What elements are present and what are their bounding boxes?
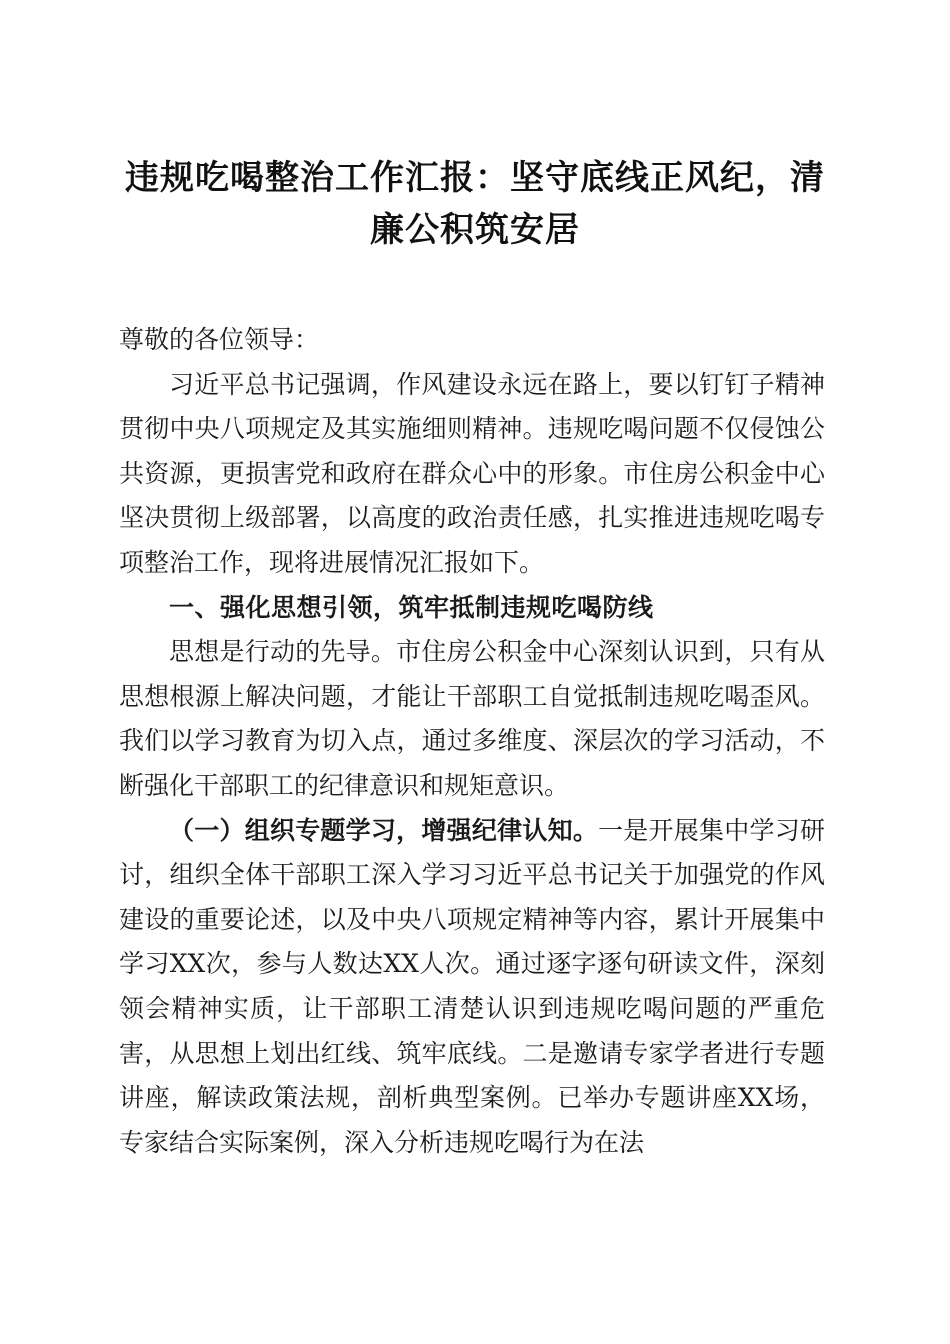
section-1-paragraph: 思想是行动的先导。市住房公积金中心深刻认识到，只有从思想根源上解决问题，才能让干部职工自觉抵制违规吃喝歪风。我们以学习教育为切入点，通过多维度、深层次的学习活动，不断强化干部职工的纪律意识和规矩意识。 (119, 637, 825, 800)
document-body (119, 318, 825, 1165)
subsection-1-body: 一是开展集中学习研讨，组织全体干部职工深入学习习近平总书记关于加强党的作风建设的重要论述，以及中央八项规定精神等内容，累计开展集中学习XX次，参与人数达XX人次。通过逐字逐句研读文件，深刻领会精神实质，让干部职工清楚认识到违规吃喝问题的严重危害，从思想上划出红线、筑牢底线。二是邀请专家学者进行专题讲座，解读政策法规，剖析典型案例。已举办专题讲座XX场，专家结合实际案例，深入分析违规吃喝行为在法 (119, 815, 825, 1157)
subsection-1-paragraph (119, 809, 825, 1166)
document-title (110, 152, 840, 256)
title-line-1: 违规吃喝整治工作汇报：坚守底线正风纪，清 (125, 158, 825, 198)
salutation: 尊敬的各位领导： (119, 325, 320, 354)
section-1-heading: 一、强化思想引领，筑牢抵制违规吃喝防线 (169, 592, 654, 622)
subsection-1-lead: （一）组织专题学习，增强纪律认知。 (169, 815, 599, 845)
intro-paragraph: 习近平总书记强调，作风建设永远在路上，要以钉钉子精神贯彻中央八项规定及其实施细则精神。违规吃喝问题不仅侵蚀公共资源，更损害党和政府在群众心中的形象。市住房公积金中心坚决贯彻上级部署，以高度的政治责任感，扎实推进违规吃喝专项整治工作，现将进展情况汇报如下。 (119, 369, 825, 577)
title-line-2: 廉公积筑安居 (370, 210, 580, 250)
